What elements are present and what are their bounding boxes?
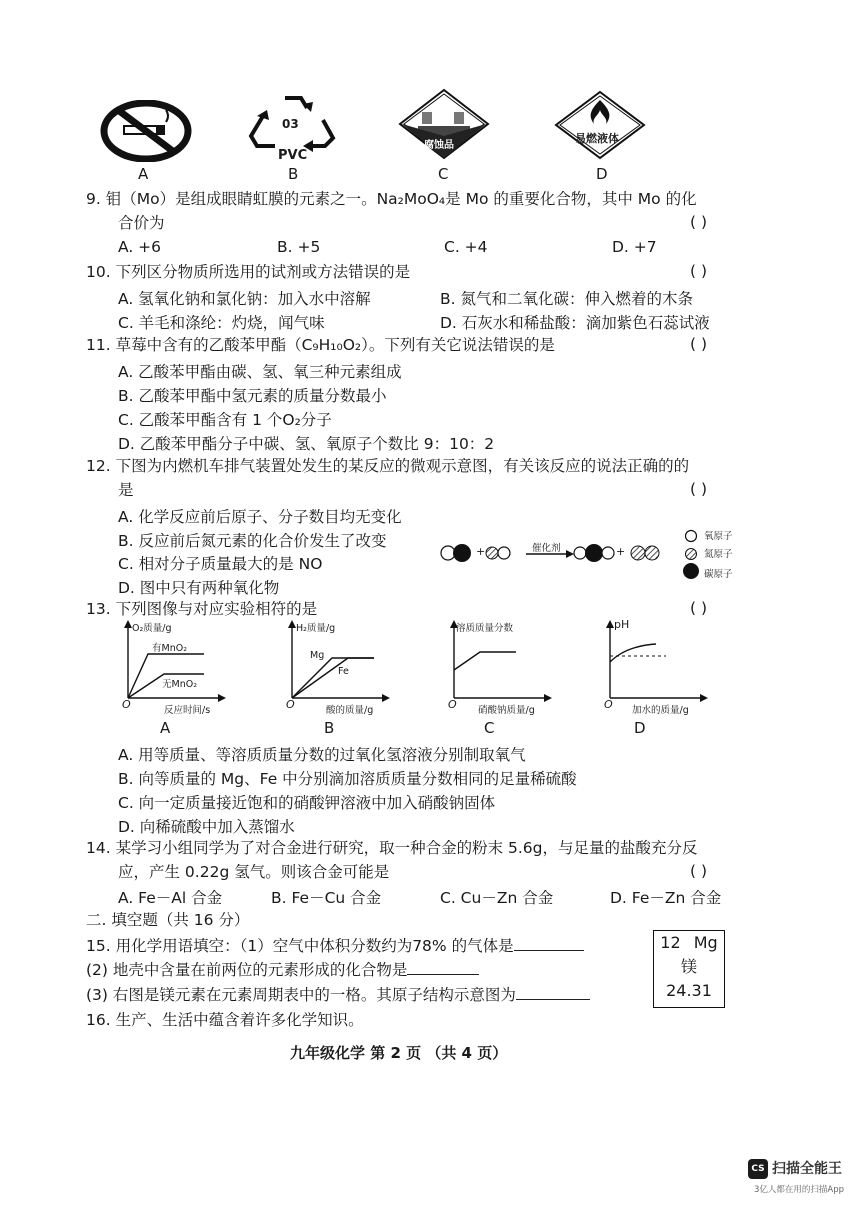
- q12-stem-line2: 是: [118, 481, 134, 499]
- legend-oxygen-icon: [684, 528, 698, 547]
- q15-line2-text: (2) 地壳中含量在前两位的元素形成的化合物是: [86, 961, 408, 979]
- symbol-b-text: PVC: [278, 148, 308, 163]
- element-atomic-number: 12: [660, 933, 681, 952]
- legend-carbon-label: 碳原子: [704, 569, 733, 580]
- q14-stem-line1: 14. 某学习小组同学为了对合金进行研究，取一种合金的粉末 5.6g，与足量的盐酸充分反: [86, 839, 698, 857]
- graph-a-letter: A: [160, 719, 171, 737]
- graph-b-letter: B: [324, 719, 335, 737]
- graph-d: [600, 618, 710, 710]
- q9-answer-paren: ( ): [690, 213, 708, 231]
- graph-a-ylabel: O₂质量/g: [132, 623, 172, 634]
- q14-option-b: B. Fe－Cu 合金: [271, 889, 382, 907]
- q15-line3: [86, 985, 590, 1005]
- q13-option-d: D. 向稀硫酸中加入蒸馏水: [118, 818, 295, 836]
- graph-d-letter: D: [634, 719, 646, 737]
- graph-a-origin: O: [122, 698, 131, 711]
- symbol-c-text: 腐蚀品: [424, 140, 454, 151]
- legend-oxygen-label: 氧原子: [704, 531, 733, 542]
- symbol-d-text: 易燃液体: [575, 132, 619, 145]
- legend-carbon-icon: [682, 562, 700, 584]
- symbol-b-code: 03: [282, 117, 299, 131]
- q14-option-d: D. Fe－Zn 合金: [610, 889, 722, 907]
- symbol-a-no-smoking-icon: [100, 100, 192, 162]
- q13-stem: 13. 下列图像与对应实验相符的是: [86, 600, 318, 618]
- reaction-plus-2: +: [616, 545, 626, 558]
- q13-option-b: B. 向等质量的 Mg、Fe 中分别滴加溶质质量分数相同的足量稀硫酸: [118, 770, 577, 788]
- q10-option-d: D. 石灰水和稀盐酸：滴加紫色石蕊试液: [440, 314, 710, 332]
- q14-option-a: A. Fe－Al 合金: [118, 889, 223, 907]
- q16-stem: 16. 生产、生活中蕴含着许多化学知识。: [86, 1011, 364, 1029]
- q15-line1: [86, 936, 584, 956]
- q11-answer-paren: ( ): [690, 335, 708, 353]
- graph-d-origin: O: [604, 698, 613, 711]
- q15-blank-2[interactable]: [407, 960, 479, 975]
- symbol-b-letter: B: [288, 165, 299, 183]
- q14-option-c: C. Cu－Zn 合金: [440, 889, 554, 907]
- q12-option-a: A. 化学反应前后原子、分子数目均无变化: [118, 508, 402, 526]
- q13-answer-paren: ( ): [690, 599, 708, 617]
- element-box-top-row: [654, 931, 724, 955]
- q11-option-d: D. 乙酸苯甲酯分子中碳、氢、氧原子个数比 9：10：2: [118, 435, 495, 453]
- graph-c-ylabel: 溶质质量分数: [456, 623, 514, 634]
- graph-b-ylabel: H₂质量/g: [296, 623, 336, 634]
- q13-option-c: C. 向一定质量接近饱和的硝酸钾溶液中加入硝酸钠固体: [118, 794, 496, 812]
- q9-option-a: A. +6: [118, 238, 162, 256]
- symbol-c-letter: C: [438, 165, 449, 183]
- element-mass: 24.31: [666, 981, 712, 1000]
- q13-option-a: A. 用等质量、等溶质质量分数的过氧化氢溶液分别制取氧气: [118, 746, 526, 764]
- graph-b-line-top: Mg: [310, 650, 325, 661]
- q15-blank-1[interactable]: [514, 936, 584, 951]
- element-symbol: Mg: [693, 933, 718, 952]
- scanner-tagline: 3亿人都在用的扫描App: [753, 1185, 844, 1195]
- q12-option-b: B. 反应前后氮元素的化合价发生了改变: [118, 532, 387, 550]
- reaction-plus-1: +: [476, 545, 486, 558]
- q15-blank-3[interactable]: [516, 985, 590, 1000]
- q10-option-a: A. 氢氧化钠和氯化钠：加入水中溶解: [118, 290, 371, 308]
- q10-option-b: B. 氮气和二氧化碳：伸入燃着的木条: [440, 290, 693, 308]
- q9-stem-line2: 合价为: [118, 214, 165, 232]
- graph-a-xlabel: 反应时间/s: [164, 705, 211, 716]
- element-name: 镁: [680, 957, 697, 976]
- graph-c-origin: O: [448, 698, 457, 711]
- q10-answer-paren: ( ): [690, 262, 708, 280]
- graph-b-origin: O: [286, 698, 295, 711]
- graph-c-xlabel: 硝酸钠质量/g: [478, 705, 535, 716]
- q9-option-d: D. +7: [612, 238, 657, 256]
- graph-c-letter: C: [484, 719, 495, 737]
- q9-option-b: B. +5: [277, 238, 321, 256]
- q11-stem: 11. 草莓中含有的乙酸苯甲酯（C₉H₁₀O₂）。下列有关它说法错误的是: [86, 336, 555, 354]
- q12-option-d: D. 图中只有两种氧化物: [118, 579, 280, 597]
- graph-a-line-top: 有MnO₂: [152, 643, 188, 654]
- q9-option-c: C. +4: [444, 238, 488, 256]
- q11-option-b: B. 乙酸苯甲酯中氢元素的质量分数最小: [118, 387, 387, 405]
- symbol-d-letter: D: [596, 165, 608, 183]
- q10-stem: 10. 下列区分物质所选用的试剂或方法错误的是: [86, 263, 411, 281]
- q11-option-c: C. 乙酸苯甲酯含有 1 个O₂分子: [118, 411, 332, 429]
- graph-b-line-bottom: Fe: [338, 666, 349, 677]
- q11-option-a: A. 乙酸苯甲酯由碳、氢、氧三种元素组成: [118, 363, 402, 381]
- q14-answer-paren: ( ): [690, 862, 708, 880]
- scanner-name: 扫描全能王: [772, 1161, 842, 1177]
- q10-option-c: C. 羊毛和涤纶：灼烧，闻气味: [118, 314, 325, 332]
- legend-nitrogen-label: 氮原子: [704, 549, 733, 560]
- q15-line2: [86, 960, 479, 980]
- cs-logo-icon: CS: [748, 1159, 768, 1179]
- scanner-watermark: [748, 1158, 842, 1179]
- q15-line1-text: 15. 用化学用语填空：（1）空气中体积分数约为78% 的气体是: [86, 937, 514, 955]
- q12-option-c: C. 相对分子质量最大的是 NO: [118, 555, 323, 573]
- reaction-catalyst-label: 催化剂: [532, 543, 561, 554]
- q12-stem-line1: 12. 下图为内燃机车排气装置处发生的某反应的微观示意图，有关该反应的说法正确的的: [86, 457, 690, 475]
- q15-line3-text: (3) 右图是镁元素在元素周期表中的一格。其原子结构示意图为: [86, 986, 516, 1004]
- q9-stem-line1: 9. 钼（Mo）是组成眼睛虹膜的元素之一。Na₂MoO₄是 Mo 的重要化合物，其中 Mo 的化: [86, 190, 697, 208]
- symbol-a-letter: A: [138, 165, 149, 183]
- graph-d-ylabel: pH: [614, 618, 630, 631]
- q12-answer-paren: ( ): [690, 480, 708, 498]
- graph-d-xlabel: 加水的质量/g: [632, 705, 689, 716]
- graph-a-line-bottom: 无MnO₂: [162, 679, 198, 690]
- section-2-heading: 二. 填空题（共 16 分）: [86, 911, 250, 929]
- page-footer: 九年级化学 第 2 页 （共 4 页）: [290, 1044, 508, 1062]
- element-box-magnesium: [653, 930, 725, 1008]
- symbol-d-flammable-icon: [554, 90, 646, 160]
- q14-stem-line2: 应，产生 0.22g 氢气。则该合金可能是: [118, 863, 390, 881]
- graph-b-xlabel: 酸的质量/g: [326, 705, 374, 716]
